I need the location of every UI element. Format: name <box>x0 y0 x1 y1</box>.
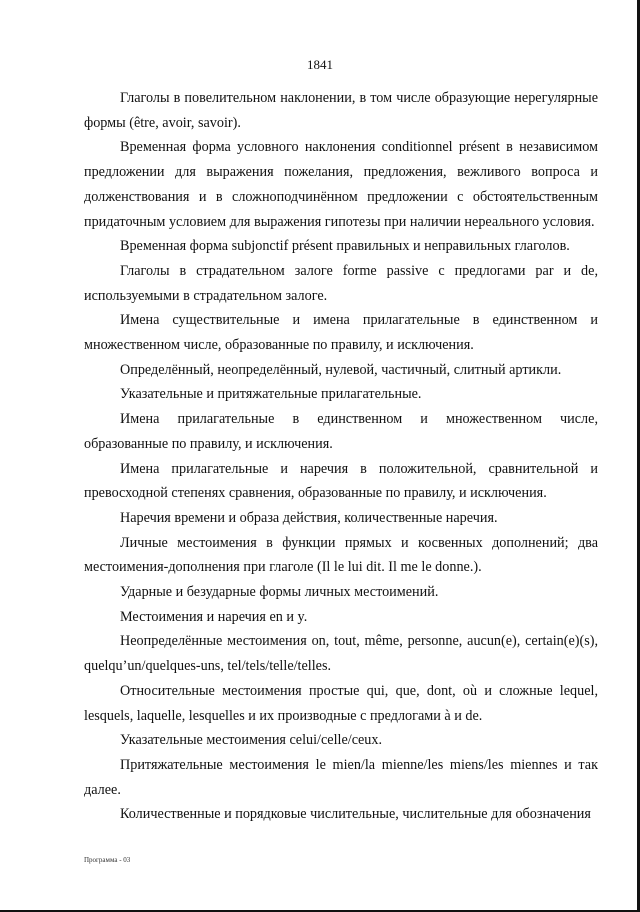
paragraph: Количественные и порядковые числительные, числительные для обозначения <box>120 806 591 823</box>
footer-label: Программа - 03 <box>84 856 131 864</box>
paragraph: Указательные местоимения celui/celle/ceux. <box>120 732 383 749</box>
paragraph: Определённый, неопределённый, нулевой, частичный, слитный артикли. <box>120 361 562 378</box>
paragraph: Временная форма условного наклонения conditionnel présent в независимом предложении для выражения пожелания, предложения, вежливого вопроса и долженствования и в сложноподчинённом предложении с обстоятельственным придаточным условием для выражения гипотезы при наличии нереального условия. <box>84 139 598 230</box>
paragraph: Ударные и безударные формы личных местоимений. <box>120 584 439 601</box>
paragraph: Имена существительные и имена прилагательные в единственном и множественном числе, образованные по правилу, и исключения. <box>84 312 598 354</box>
paragraph: Местоимения и наречия en и y. <box>120 608 308 625</box>
paragraph: Указательные и притяжательные прилагательные. <box>120 386 422 403</box>
body-text <box>84 86 598 827</box>
page-number: 1841 <box>307 57 333 72</box>
paragraph: Личные местоимения в функции прямых и косвенных дополнений; два местоимения-дополнения при глаголе (Il le lui dit. Il me le donne.). <box>84 534 598 576</box>
paragraph: Глаголы в страдательном залоге forme passive с предлогами par и de, используемыми в страдательном залоге. <box>84 262 598 304</box>
paragraph: Наречия времени и образа действия, количественные наречия. <box>120 509 498 526</box>
paragraph: Неопределённые местоимения on, tout, même, personne, aucun(e), certain(e)(s), quelqu’un/quelques-uns, tel/tels/telle/telles. <box>84 633 598 675</box>
paragraph: Относительные местоимения простые qui, que, dont, où и сложные lequel, lesquels, laquelle, lesquelles и их производные с предлогами à и de. <box>84 682 598 724</box>
paragraph: Имена прилагательные в единственном и множественном числе, образованные по правилу, и исключения. <box>84 411 598 452</box>
paragraph: Временная форма subjonctif présent правильных и неправильных глаголов. <box>120 238 570 255</box>
paragraph: Притяжательные местоимения le mien/la mienne/les miens/les miennes и так далее. <box>84 756 598 798</box>
paragraph: Глаголы в повелительном наклонении, в том числе образующие нерегулярные формы (être, avoir, savoir). <box>84 90 598 131</box>
paragraph: Имена прилагательные и наречия в положительной, сравнительной и превосходной степенях сравнения, образованные по правилу, и исключения. <box>84 460 598 502</box>
